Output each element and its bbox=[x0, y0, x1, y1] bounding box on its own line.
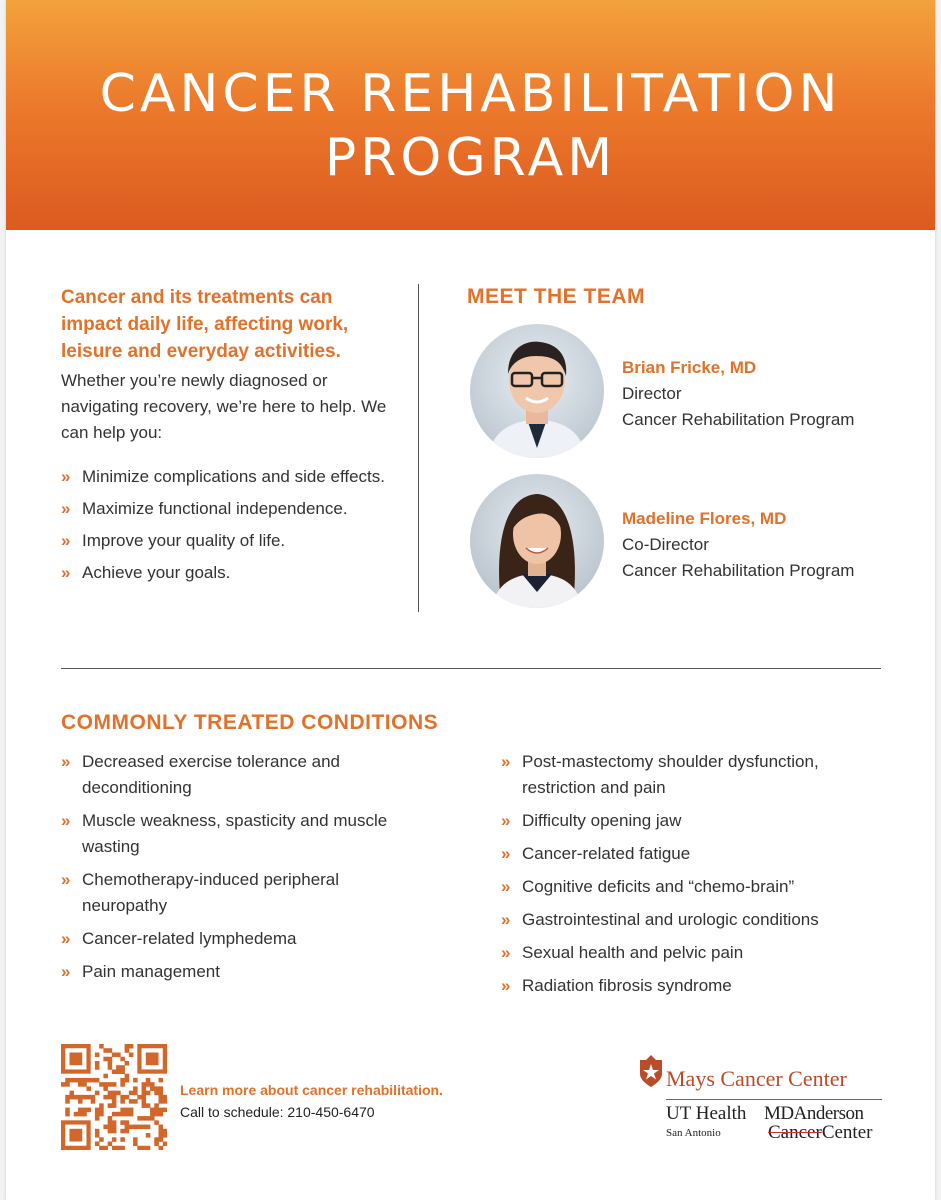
bullet-icon: » bbox=[61, 563, 71, 582]
call-to-schedule: Call to schedule: 210-450-6470 bbox=[180, 1104, 375, 1120]
bullet-icon: » bbox=[501, 844, 511, 863]
bullet-icon: » bbox=[501, 752, 511, 771]
logo-ut-health: UT Health bbox=[666, 1103, 747, 1124]
conditions-list-left bbox=[61, 749, 421, 992]
list-item: » Sexual health and pelvic pain bbox=[501, 940, 881, 966]
conditions-title: COMMONLY TREATED CONDITIONS bbox=[61, 711, 439, 734]
member-role: Co-Director bbox=[622, 535, 709, 554]
horizontal-divider bbox=[61, 668, 881, 669]
intro-lead: Cancer and its treatments can impact daily life, affecting work, leisure and everyday activities. bbox=[61, 287, 349, 362]
director-photo bbox=[470, 324, 604, 458]
list-item: » Cancer-related lymphedema bbox=[61, 926, 421, 952]
bullet-icon: » bbox=[61, 811, 71, 830]
list-item: » Cancer-related fatigue bbox=[501, 841, 881, 867]
logo-san-antonio: San Antonio bbox=[666, 1127, 721, 1139]
list-item: » Muscle weakness, spasticity and muscle wasting bbox=[61, 808, 421, 860]
help-list bbox=[61, 464, 391, 592]
list-item: » Minimize complications and side effects. bbox=[61, 464, 391, 490]
list-item: » Improve your quality of life. bbox=[61, 528, 391, 554]
list-item: » Radiation fibrosis syndrome bbox=[501, 973, 881, 999]
co-director-photo bbox=[470, 474, 604, 608]
bullet-icon: » bbox=[61, 499, 71, 518]
vertical-divider bbox=[418, 284, 419, 612]
bullet-icon: » bbox=[61, 929, 71, 948]
intro-text: Whether you’re newly diagnosed or navigating recovery, we’re here to help. We can help you: bbox=[61, 371, 387, 442]
bullet-icon: » bbox=[61, 467, 71, 486]
bullet-icon: » bbox=[501, 910, 511, 929]
bullet-icon: » bbox=[501, 943, 511, 962]
mays-cancer-center-logo bbox=[632, 1054, 882, 1144]
list-item: » Achieve your goals. bbox=[61, 560, 391, 586]
list-item: » Difficulty opening jaw bbox=[501, 808, 881, 834]
bullet-icon: » bbox=[61, 531, 71, 550]
flyer-page bbox=[6, 0, 935, 1200]
logo-rule bbox=[666, 1099, 882, 1100]
list-item: » Chemotherapy-induced peripheral neuropathy bbox=[61, 867, 421, 919]
member-name: Madeline Flores, MD bbox=[622, 509, 787, 528]
shield-star-icon bbox=[638, 1054, 664, 1088]
logo-cancer-center: CancerCenter bbox=[768, 1122, 873, 1143]
team-member-co-director bbox=[622, 506, 912, 584]
page-title: CANCER REHABILITATION PROGRAM bbox=[99, 64, 842, 188]
member-role: Director bbox=[622, 384, 682, 403]
bullet-icon: » bbox=[501, 811, 511, 830]
bullet-icon: » bbox=[501, 877, 511, 896]
conditions-list-right bbox=[501, 749, 881, 1006]
member-name: Brian Fricke, MD bbox=[622, 358, 757, 377]
list-item: » Maximize functional independence. bbox=[61, 496, 391, 522]
list-item: » Gastrointestinal and urologic conditions bbox=[501, 907, 881, 933]
bullet-icon: » bbox=[61, 752, 71, 771]
logo-md-anderson: MDAnderson bbox=[764, 1103, 864, 1124]
team-member-director bbox=[622, 355, 912, 433]
learn-more-link[interactable]: Learn more about cancer rehabilitation. bbox=[180, 1082, 443, 1098]
bullet-icon: » bbox=[61, 962, 71, 981]
list-item: » Decreased exercise tolerance and deconditioning bbox=[61, 749, 421, 801]
bullet-icon: » bbox=[501, 976, 511, 995]
member-program: Cancer Rehabilitation Program bbox=[622, 561, 855, 580]
member-program: Cancer Rehabilitation Program bbox=[622, 410, 855, 429]
list-item: » Cognitive deficits and “chemo-brain” bbox=[501, 874, 881, 900]
list-item: » Pain management bbox=[61, 959, 421, 985]
qr-code[interactable] bbox=[61, 1044, 167, 1150]
logo-mays: Mays Cancer Center bbox=[666, 1066, 847, 1091]
list-item: » Post-mastectomy shoulder dysfunction, restriction and pain bbox=[501, 749, 881, 801]
bullet-icon: » bbox=[61, 870, 71, 889]
header-banner bbox=[6, 0, 935, 230]
team-title: MEET THE TEAM bbox=[467, 285, 645, 308]
